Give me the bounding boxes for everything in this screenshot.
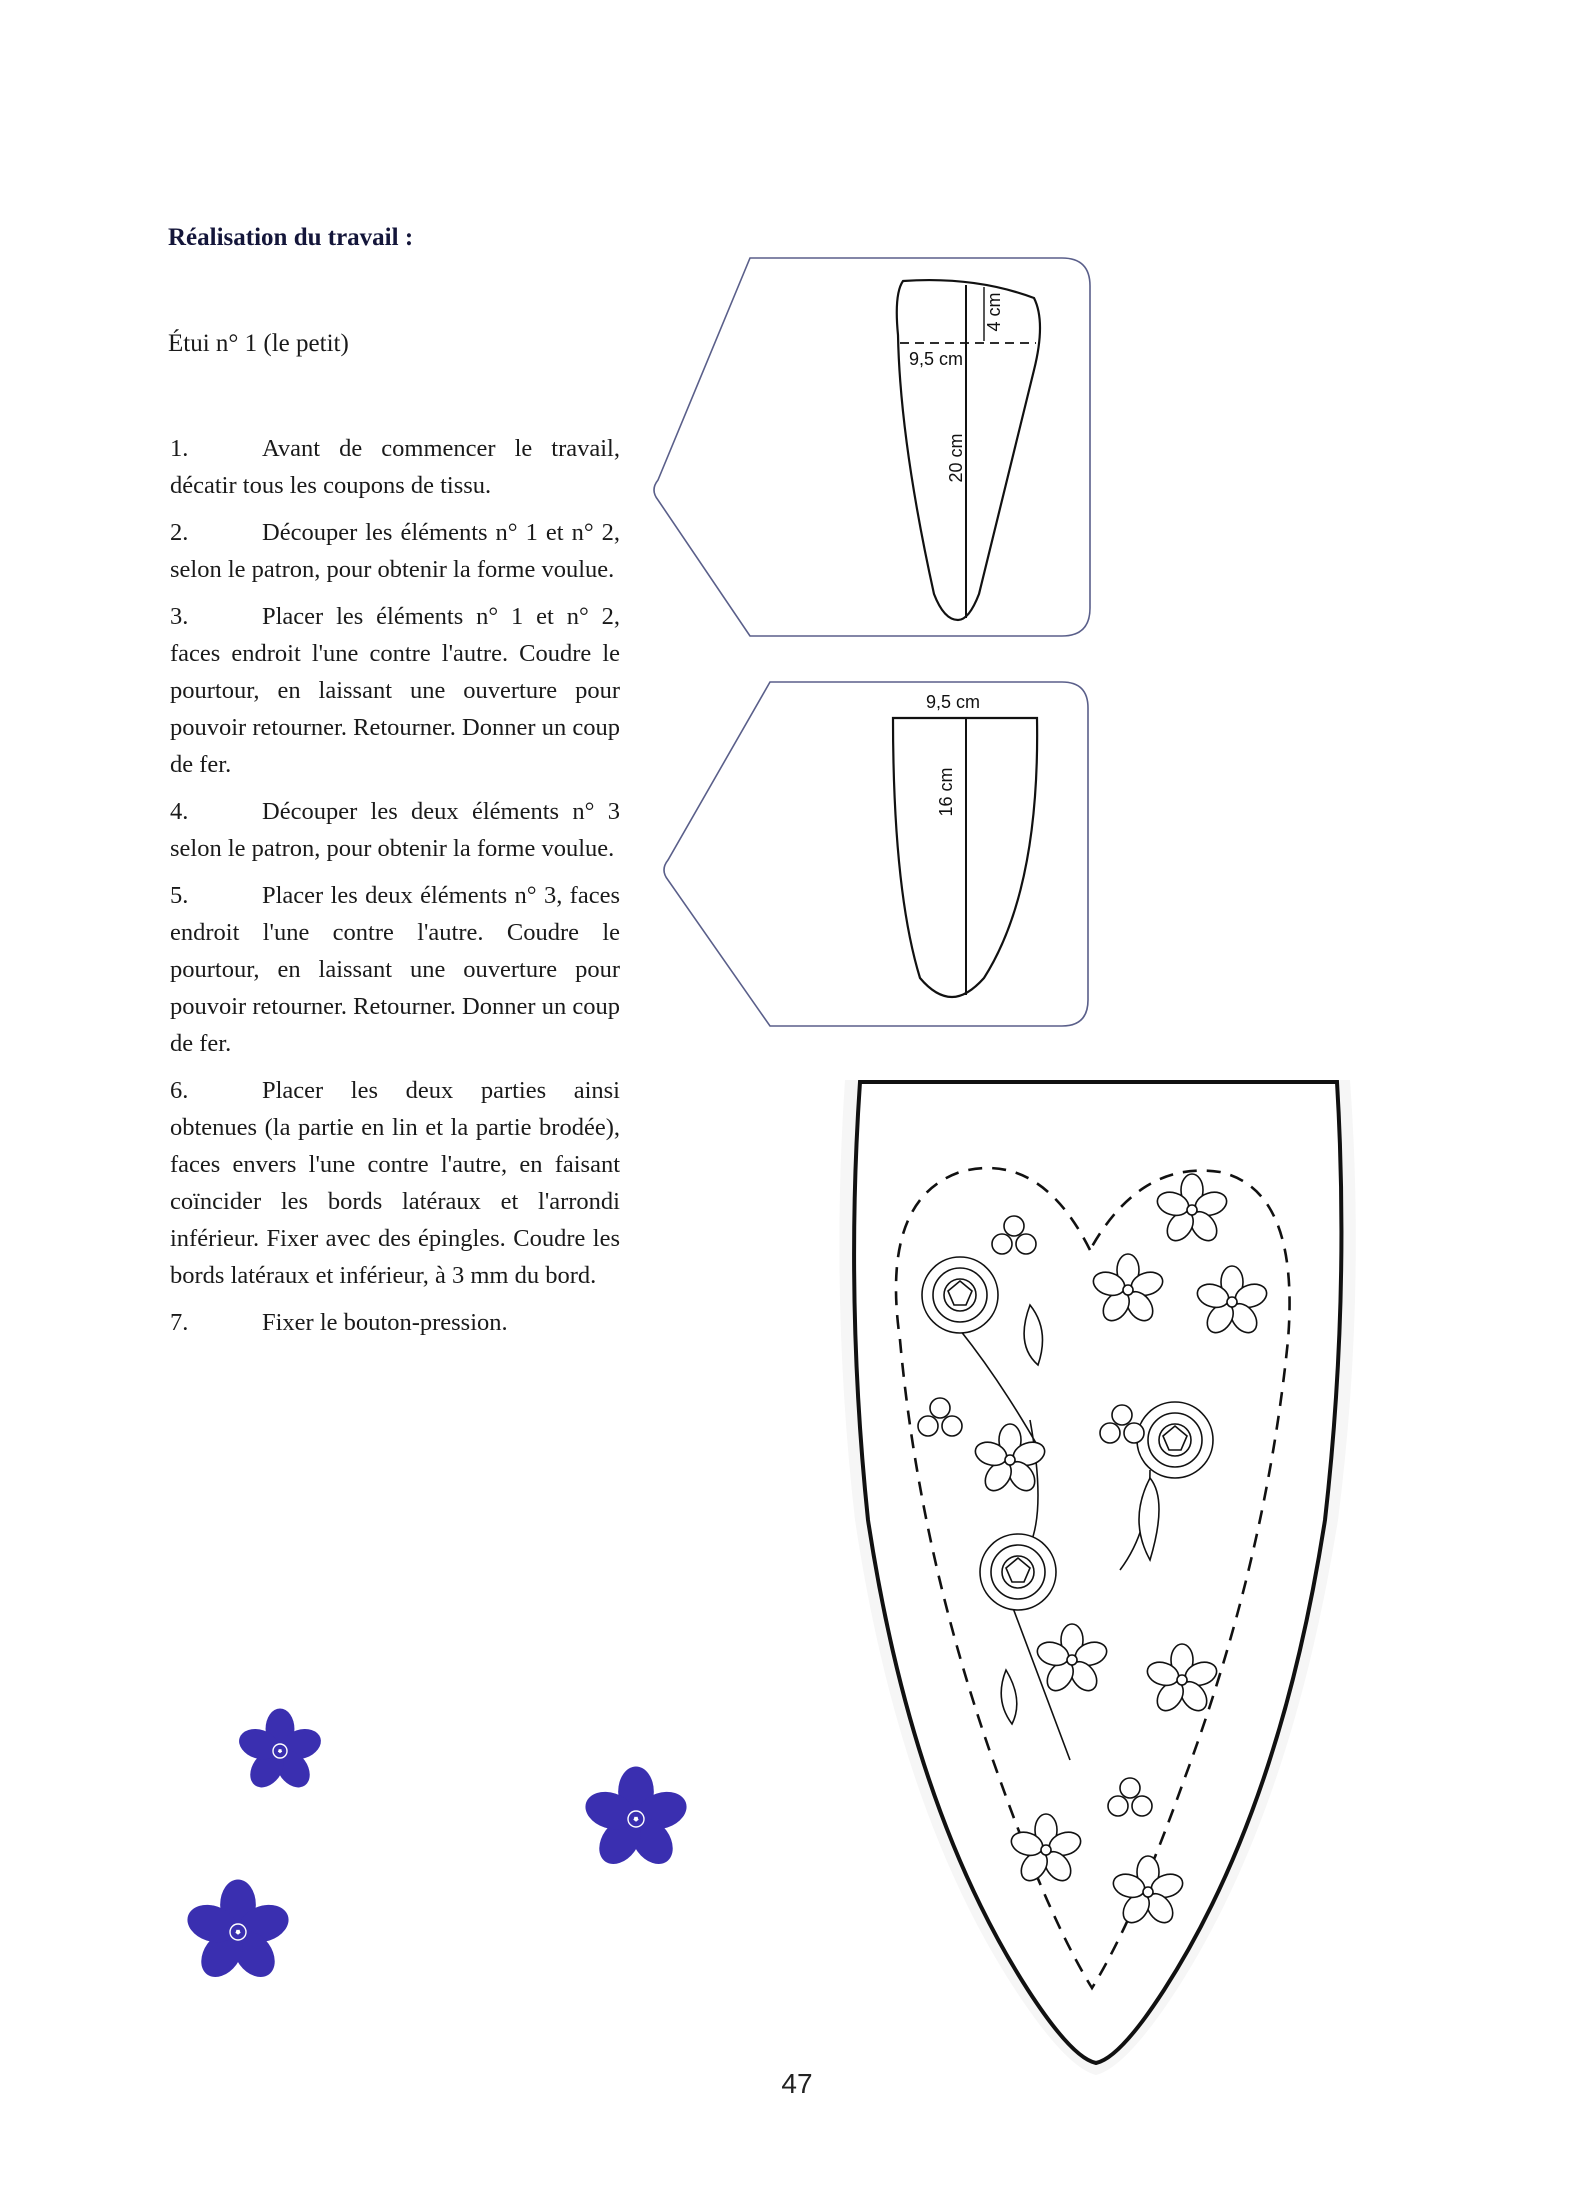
step-number: 1. [170, 435, 189, 462]
step-number: 5. [170, 882, 189, 909]
step-text: Découper les deux éléments n° 3 selon le patron, pour obtenir la forme voulue. [170, 798, 620, 862]
embroidery-pattern [839, 1080, 1355, 2075]
step-text: Avant de commencer le travail, décatir tous les coupons de tissu. [170, 435, 620, 499]
dim-width-label: 9,5 cm [925, 692, 981, 712]
step-text: Placer les deux éléments n° 3, faces endroit l'une contre l'autre. Coudre le pourtour, en laissant une ouverture pour pouvoir retourner. Retourner. Donner un coup de fer. [170, 882, 620, 1057]
step-number: 3. [170, 603, 189, 630]
page-number: 47 [781, 2068, 813, 2099]
section-heading: Réalisation du travail : [168, 224, 414, 251]
step-text: Découper les éléments n° 1 et n° 2, selon le patron, pour obtenir la forme voulue. [170, 519, 620, 583]
blue-flower-icon [235, 1709, 325, 1794]
dim-width-label: 9,5 cm [908, 349, 964, 369]
case-outline [854, 1082, 1341, 2063]
step-number: 6. [170, 1077, 189, 1104]
dim-height-label: 20 cm [946, 433, 966, 483]
step-text: Fixer le bouton-pression. [262, 1309, 508, 1336]
pattern-callout-1 [654, 258, 1090, 636]
blue-flower-icon [581, 1767, 692, 1872]
pattern-piece-1 [897, 280, 1040, 620]
dim-top-label: 4 cm [984, 292, 1004, 332]
step-text: Placer les deux parties ainsi obtenues (la partie en lin et la partie brodée), faces envers l'une contre l'autre, en faisant coïncider les bords latéraux et l'arrondi inférieur. Fixer avec des épingles. Coudre les bords latéraux et inférieur, à 3 mm du bord. [170, 1077, 620, 1289]
step-number: 7. [170, 1309, 189, 1336]
case-subheading: Étui n° 1 (le petit) [168, 330, 349, 357]
decorative-flowers [183, 1709, 692, 1985]
step-number: 2. [170, 519, 189, 546]
step-text: Placer les éléments n° 1 et n° 2, faces endroit l'une contre l'autre. Coudre le pourtour, en laissant une ouverture pour pouvoir retourner. Retourner. Donner un coup de fer. [170, 603, 620, 778]
pattern-callout-2 [664, 682, 1088, 1026]
blue-flower-icon [183, 1880, 294, 1985]
dim-height-label: 16 cm [936, 767, 956, 817]
step-number: 4. [170, 798, 189, 825]
